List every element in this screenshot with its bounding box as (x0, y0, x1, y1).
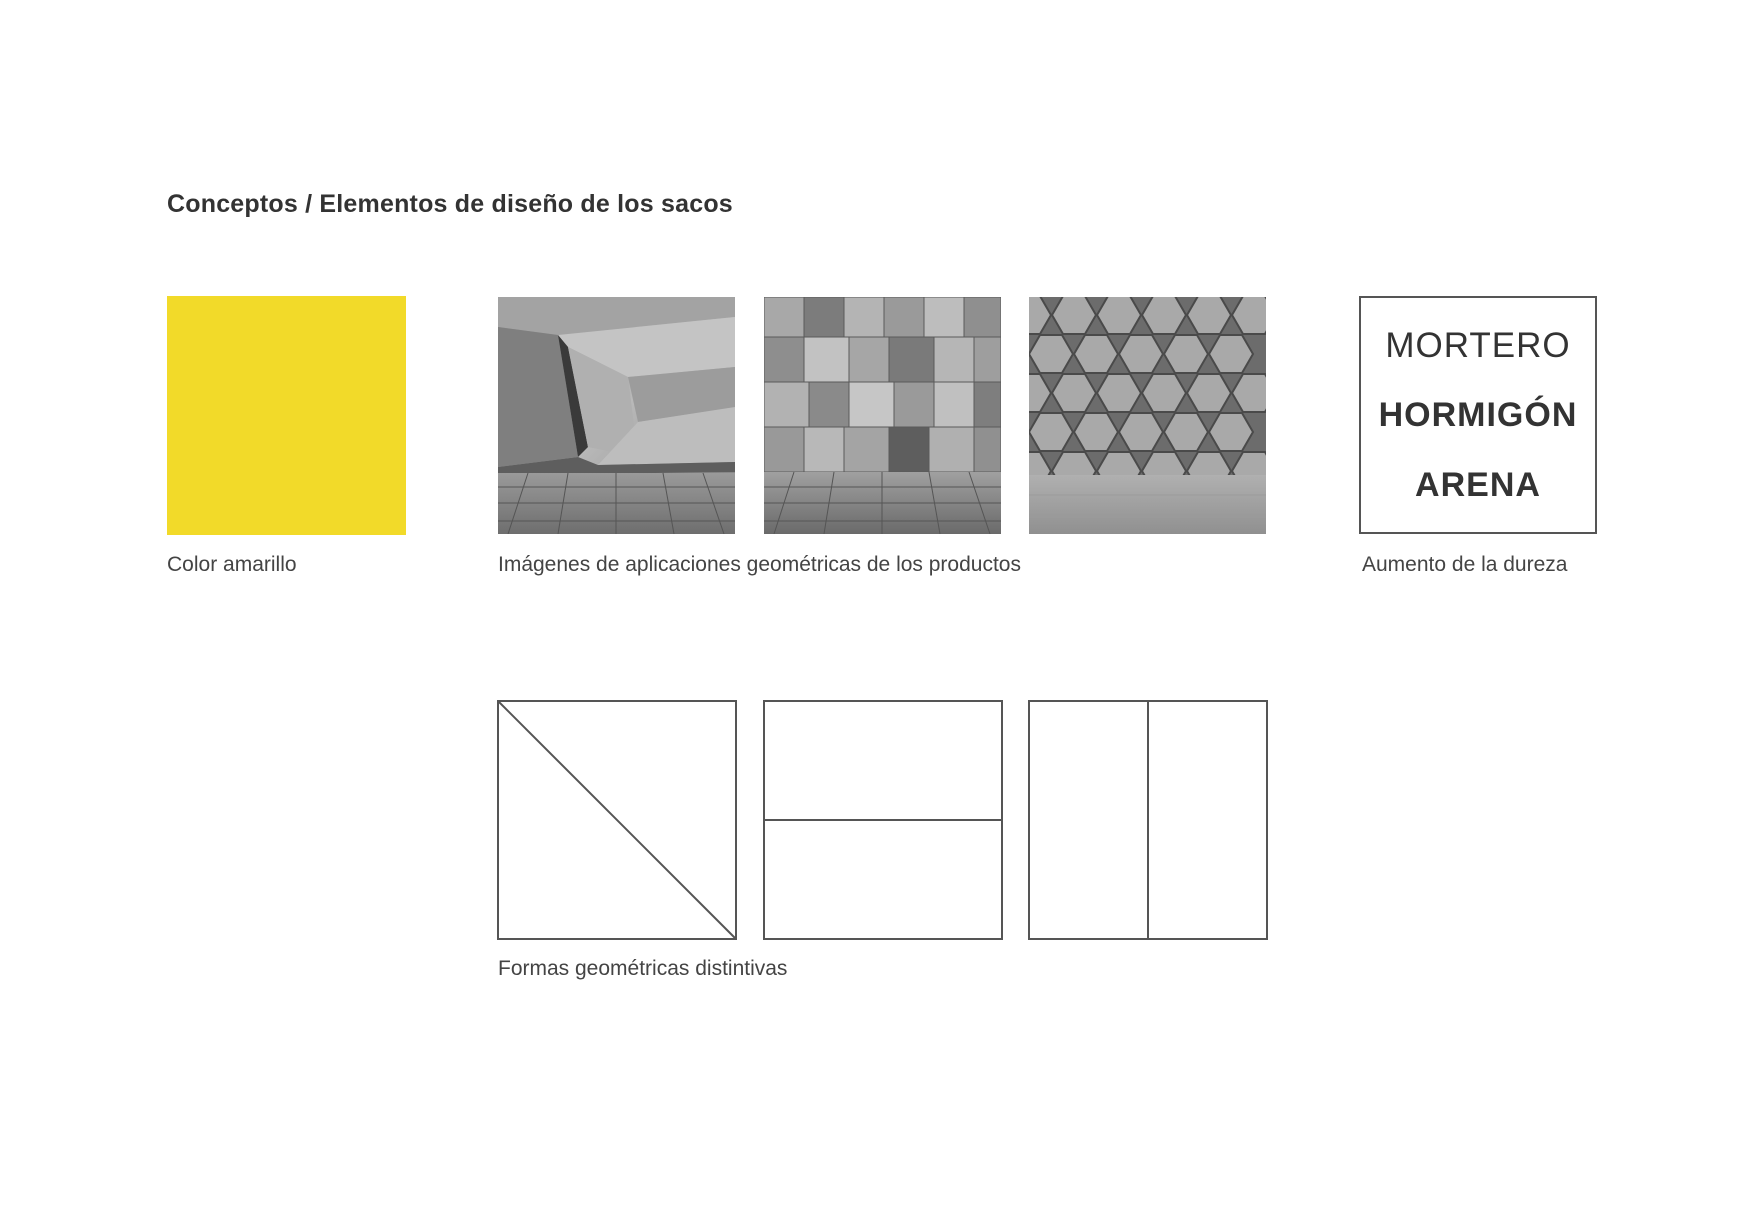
shapes-caption: Formas geométricas distintivas (498, 957, 788, 980)
word-hormigon: HORMIGÓN (1378, 396, 1578, 434)
images-caption: Imágenes de aplicaciones geométricas de los productos (498, 553, 1021, 576)
vertical-split-square-icon (1028, 700, 1268, 940)
diagonal-split-square-icon (497, 700, 737, 940)
hardness-caption: Aumento de la dureza (1362, 553, 1568, 576)
word-arena: ARENA (1415, 466, 1541, 504)
cube-concrete-wall-image (764, 297, 1001, 534)
yellow-color-swatch (167, 296, 406, 535)
angular-concrete-wall-image (498, 297, 735, 534)
page-title: Conceptos / Elementos de diseño de los sacos (167, 190, 733, 218)
word-mortero: MORTERO (1385, 326, 1571, 365)
hexagon-concrete-wall-image (1029, 297, 1266, 534)
color-caption: Color amarillo (167, 553, 297, 576)
horizontal-split-square-icon (763, 700, 1003, 940)
hardness-words-box (1359, 296, 1597, 534)
